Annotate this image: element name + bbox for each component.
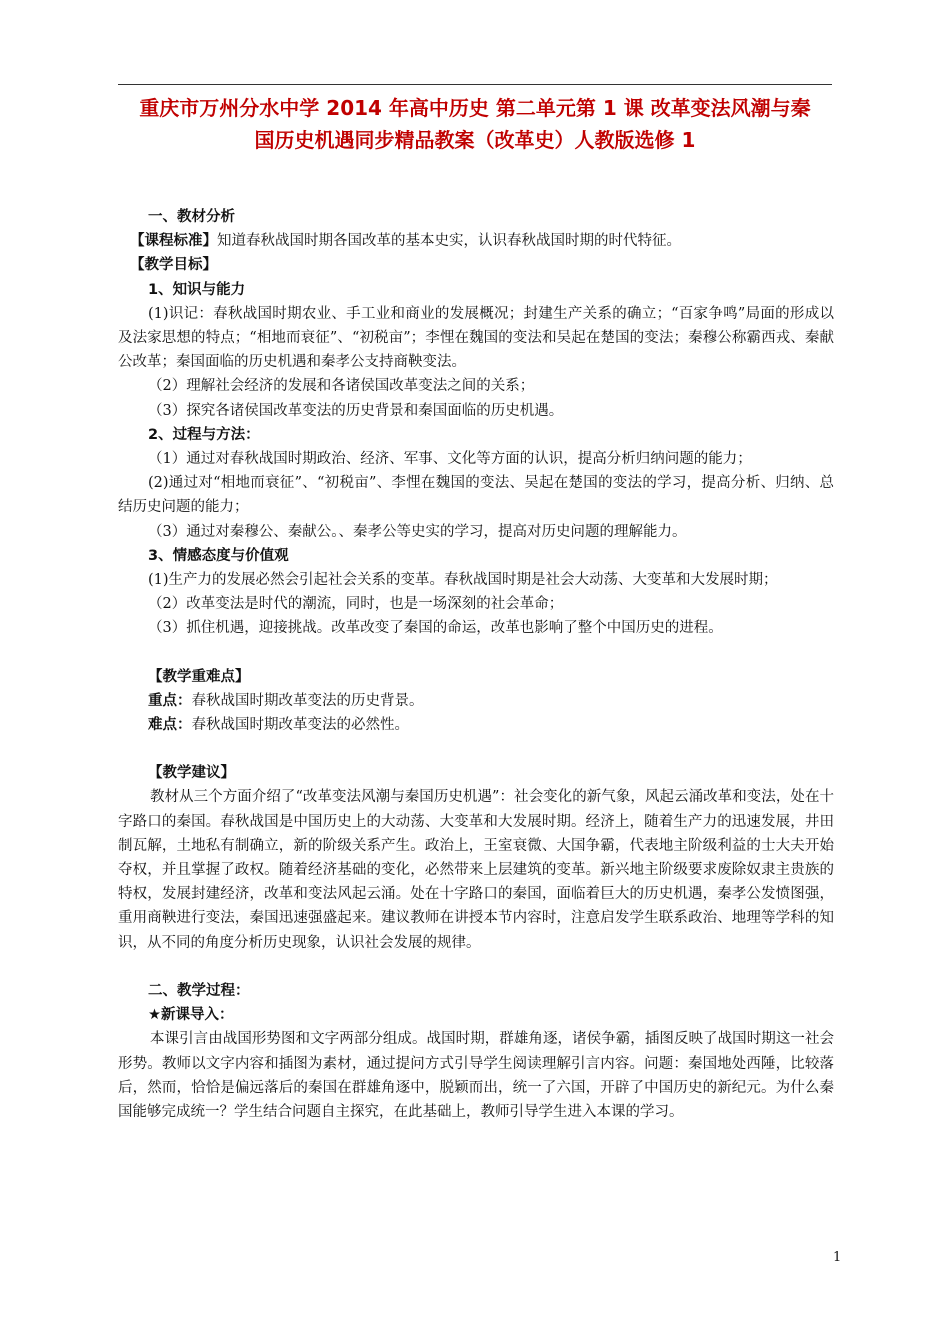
page-number: 1 [833,1250,842,1265]
title-line-1: 重庆市万州分水中学 2014 年高中历史 第二单元第 1 课 改革变法风潮与秦 [139,96,811,120]
teaching-advice-text: 教材从三个方面介绍了“改革变法风潮与秦国历史机遇”：社会变化的新气象，风起云涌改革和变法，处在十字路口的秦国。春秋战国是中国历史上的大动荡、大变革和大发展时期。经济上，随着生产力的迅速发展，井田制瓦解，土地私有制确立，新的阶级关系产生。政治上，王室衰微、大国争霸，代表地主阶级利益的士大夫开始夺权，并且掌握了政权。随着经济基础的变化，必然带来上层建筑的变革。新兴地主阶级要求废除奴隶主贵族的特权，发展封建经济，改革和变法风起云涌。处在十字路口的秦国，面临着巨大的历史机遇，秦孝公发愤图强，重用商鞅进行变法，秦国迅速强盛起来。建议教师在讲授本节内容时，注意启发学生联系政治、地理等学科的知识，从不同的角度分析历史现象，认识社会发展的规律。 [118,789,834,951]
document-title [112,92,838,156]
title-line-2: 国历史机遇同步精品教案（改革史）人教版选修 1 [254,128,696,152]
attitude-item-3: （3）抓住机遇，迎接挑战。改革改变了秦国的命运，改革也影响了整个中国历史的进程。 [148,620,723,637]
section-heading-materials: 一、教材分析 [148,209,235,225]
knowledge-item-3: （3）探究各诸侯国改革变法的历史背景和秦国面临的历史机遇。 [148,402,564,419]
key-point-text: 春秋战国时期改革变法的历史背景。 [191,692,424,709]
subheading-process: 2、过程与方法： [148,426,260,443]
section-heading-process: 二、教学过程： [148,982,250,999]
teaching-advice-label: 【教学建议】 [148,765,235,782]
knowledge-item-2: （2）理解社会经济的发展和各诸侯国改革变法之间的关系； [148,378,535,395]
process-item-2: (2)通过对“相地而衰征”、“初税亩”、李悝在魏国的变法、吴起在楚国的变法的学习，提高分析、归纳、总结历史问题的能力； [118,475,834,516]
difficult-point-text: 春秋战国时期改革变法的必然性。 [191,717,409,734]
process-item-1: （1）通过对春秋战国时期政治、经济、军事、文化等方面的认识，提高分析归纳问题的能力； [148,451,752,468]
key-difficult-label: 【教学重难点】 [148,668,250,685]
curriculum-standard-text: 知道春秋战国时期各国改革的基本史实，认识春秋战国时期的时代特征。 [217,233,681,250]
document-body [118,205,834,1124]
header-rule [118,84,832,85]
subheading-attitude: 3、情感态度与价值观 [148,547,289,564]
new-lesson-intro-label: ★新课导入： [148,1007,234,1024]
difficult-point-label: 难点： [148,717,192,734]
knowledge-item-1: (1)识记：春秋战国时期农业、手工业和商业的发展概况；封建生产关系的确立；“百家争鸣”局面的形成以及法家思想的特点；“相地而衰征”、“初税亩”；李悝在魏国的变法和吴起在楚国的变法；秦穆公称霸西戎、秦献公改革；秦国面临的历史机遇和秦孝公支持商鞅变法。 [118,305,834,371]
process-item-3: （3）通过对秦穆公、秦献公。、秦孝公等史实的学习，提高对历史问题的理解能力。 [148,523,687,540]
difficult-point [118,713,834,737]
new-lesson-intro-text: 本课引言由战国形势图和文字两部分组成。战国时期，群雄角逐，诸侯争霸，插图反映了战国时期这一社会形势。教师以文字内容和插图为素材，通过提问方式引导学生阅读理解引言内容。问题：秦国地处西陲，比较落后，然而，恰恰是偏远落后的秦国在群雄角逐中，脱颖而出，统一了六国，开辟了中国历史的新纪元。为什么秦国能够完成统一？学生结合问题自主探究，在此基础上，教师引导学生进入本课的学习。 [118,1031,834,1120]
attitude-item-2: （2）改革变法是时代的潮流，同时，也是一场深刻的社会革命； [148,596,564,613]
teaching-goals-label: 【教学目标】 [130,257,217,274]
curriculum-standard-label: 【课程标准】 [130,233,217,250]
subheading-knowledge: 1、知识与能力 [148,281,246,298]
curriculum-standard [118,229,834,253]
attitude-item-1: (1)生产力的发展必然会引起社会关系的变革。春秋战国时期是社会大动荡、大变革和大发展时期； [148,572,778,589]
key-point [118,689,834,713]
key-point-label: 重点： [148,692,192,709]
